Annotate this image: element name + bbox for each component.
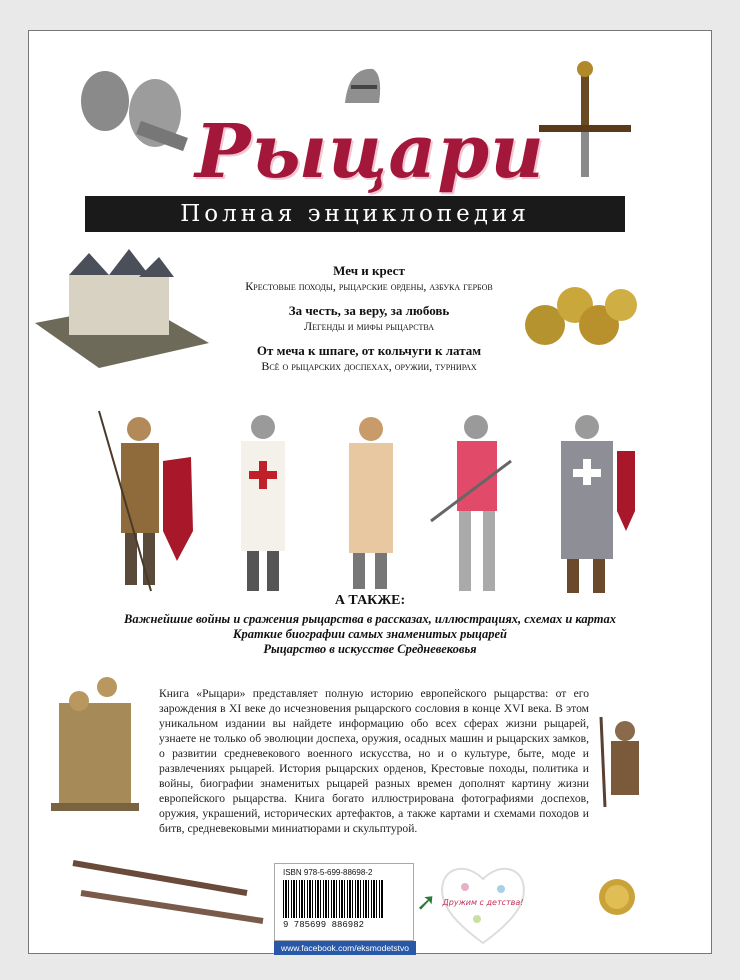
swords-illustration [67,853,267,933]
also-item: Рыцарство в искусстве Средневековья [263,642,477,656]
feature-heading: За честь, за веру, за любовь [288,303,450,318]
also-item: Краткие биографии самых знаменитых рыцарей [233,627,507,641]
knights-illustration [91,401,651,596]
knight-figurine-illustration [595,711,655,811]
back-cover [28,30,712,954]
also-heading: А ТАКЖЕ: [334,593,406,608]
heart-badge [437,859,529,947]
feature-heading: Меч и крест [333,263,405,278]
feature-1 [179,263,559,294]
statue-illustration [51,673,139,813]
isbn-text: ISBN 978-5-699-88698-2 [283,868,373,877]
isbn-box [274,863,414,941]
badge-text: Дружим с детства! [442,898,524,907]
also-item: Важнейшие войны и сражения рыцарства в рассказах, иллюстрациях, схемах и картах [124,612,616,626]
feature-heading: От меча к шпаге, от кольчуги к латам [256,343,482,358]
book-title: Рыцари [195,109,545,195]
book-description: Книга «Рыцари» представляет полную историю европейского рыцарства: от его зарождения в XI веке до исчезновения рыцарского сословия в конце XVI века. В этом уникальном издании вы найдете информацию обо всех сферах жизни рыцарей, узнаете не только об эволюции доспеха, оружия, осадных машин и рыцарских замков, о развитии средневекового военного искусства, но и о культуре, быте, моде и развлечениях рыцарей. История рыцарских орденов, Крестовые походы, политика и войны, биографии знаменитых рыцарей разных времен дополнят картину жизни европейского рыцарства. Книга богато иллюстрирована фотографиями доспехов, оружия, украшений, исторических артефактов, а также картами и схемами походов и битв, средневековыми миниатюрами и скульптурой. [159,687,589,835]
feature-desc: Всё о рыцарских доспехах, оружии, турнирах [261,359,477,373]
feature-3 [179,343,559,374]
also-section [89,593,651,657]
publisher-logo-icon: ➚ [416,888,437,916]
feature-2 [179,303,559,334]
barcode [283,880,383,918]
coin-illustration [595,875,639,919]
facebook-link[interactable]: www.facebook.com/eksmodetstvo [274,941,416,955]
feature-desc: Легенды и мифы рыцарства [303,319,435,333]
helmet-illustration [339,63,387,115]
feature-desc: Крестовые походы, рыцарские ордены, азбука гербов [245,279,493,293]
book-subtitle: Полная энциклопедия [85,196,625,232]
barcode-number: 9 785699 886982 [283,920,365,930]
